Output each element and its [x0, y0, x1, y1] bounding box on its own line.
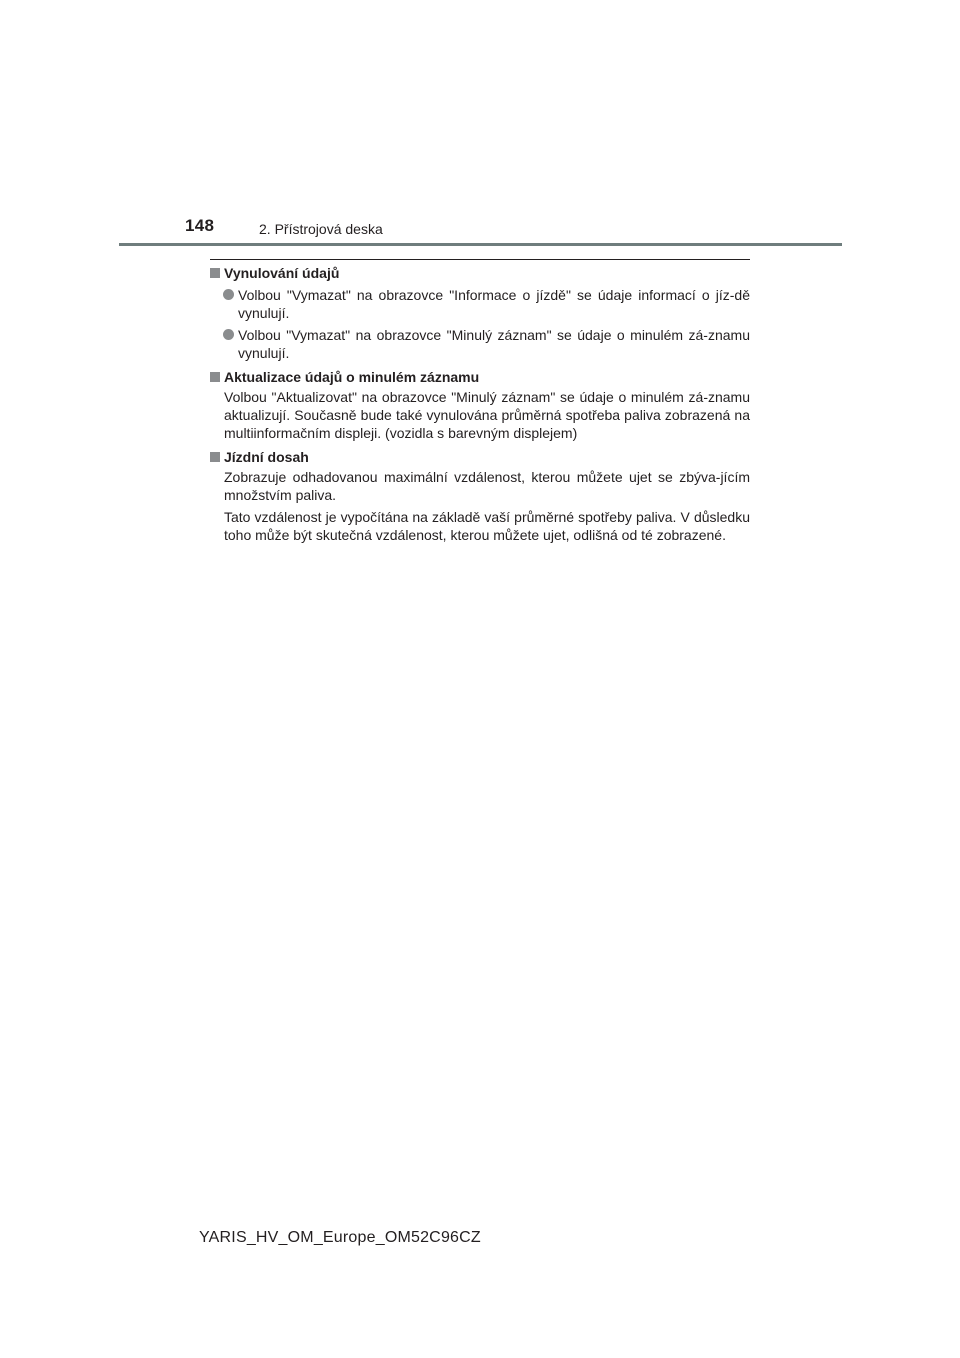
- square-bullet-icon: [210, 268, 220, 278]
- paragraph: Zobrazuje odhadovanou maximální vzdálenost, kterou můžete ujet se zbýva-jícím množstvím paliva.: [224, 469, 750, 503]
- section-heading-range: [210, 448, 750, 466]
- chapter-title: 2. Přístrojová deska: [259, 221, 383, 237]
- paragraph: Tato vzdálenost je vypočítána na základě vaší průměrné spotřeby paliva. V důsledku toho může být skutečná vzdálenost, kterou můžete ujet, odlišná od té zobrazené.: [224, 509, 750, 543]
- section-heading-text: Aktualizace údajů o minulém záznamu: [224, 369, 480, 385]
- page-content: [210, 264, 750, 544]
- section-rule: [210, 259, 750, 260]
- list-item-text: Volbou "Vymazat" na obrazovce "Informace o jízdě" se údaje informací o jíz-dě vynulují.: [238, 287, 750, 321]
- list-item: [210, 286, 750, 322]
- section-heading-text: Jízdní dosah: [224, 449, 309, 465]
- paragraph: Volbou "Aktualizovat" na obrazovce "Minulý záznam" se údaje o minulém zá-znamu aktualizují. Současně bude také vynulována průměrná spotřeba paliva zobrazená na multiinformačním displeji. (vozidla s barevným displejem): [224, 389, 750, 441]
- list-item: [210, 326, 750, 362]
- page-number: 148: [185, 216, 215, 235]
- header-rule: [119, 243, 842, 246]
- square-bullet-icon: [210, 452, 220, 462]
- round-bullet-icon: [223, 289, 234, 300]
- section-heading-update: [210, 368, 750, 386]
- square-bullet-icon: [210, 372, 220, 382]
- section-heading-reset: [210, 264, 750, 282]
- section-heading-text: Vynulování údajů: [224, 265, 340, 281]
- list-item-text: Volbou "Vymazat" na obrazovce "Minulý záznam" se údaje o minulém zá-znamu vynulují.: [238, 327, 750, 361]
- round-bullet-icon: [223, 329, 234, 340]
- footer-doc-code: YARIS_HV_OM_Europe_OM52C96CZ: [199, 1229, 481, 1246]
